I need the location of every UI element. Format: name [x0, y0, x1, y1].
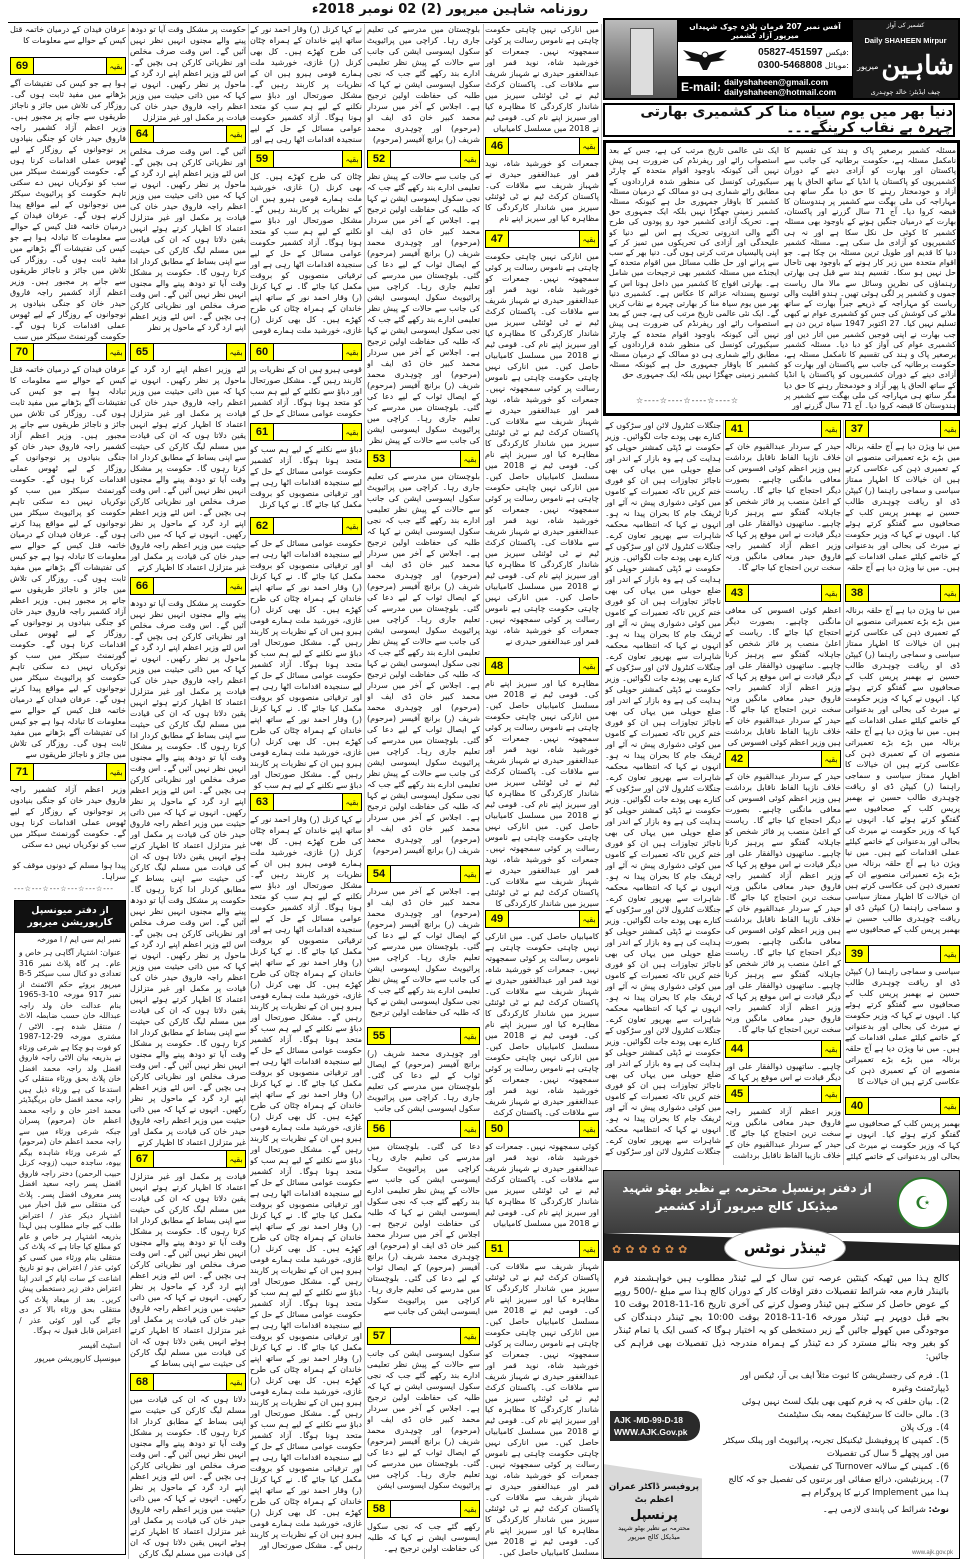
logo-urdu: شاہین	[881, 51, 954, 82]
continued-number: 39	[846, 946, 869, 962]
mobile-number: 0300-5468808	[757, 60, 823, 71]
continued-label: بقیہ	[821, 751, 840, 767]
star-divider-left: ---☆---☆---☆---☆---☆---	[14, 885, 114, 893]
continued-label: بقیہ	[106, 764, 125, 780]
news-column: حکومت پر مشکل وقت آیا تو دودھ پینے والے مجنوں انہیں نظر نہیں آئیں گے۔ اس وقت صرف مخلص اور نظریاتی کارکن ہی بچیں گے۔ اس لئے وزیر اعظم اپنے ارد گرد کے ماحول پر نظر رکھیں۔ انہوں نے کہا کہ میں ذاتی حیثیت میں وزیر اعظم راجہ فاروق حیدر خان کی قیادت پر مکمل اور غیر متزلزل اعتماد کا اظہار کرتے ہوئے انہیں یقین دلاتا ہوں کہ ان کی قیادت میں مسلم لیگ کارکن کی حیثیت سے اپنی بساط کے مطابق کردار ادا کرتا رہوں گا۔ حکومت پر مشکل وقت آیا تو دودھ پینے والے مجنوں انہیں نظر نہیں آئیں گے۔ اس وقت صرف مخلص اور نظریاتی کارکن ہی بچیں گے۔ اس لئے وزیر اعظم اپنے ارد گرد کے ماحول پر نظر رکھیں۔ انہوں نے کہا کہ میں ذاتی حیثیت میں وزیر اعظم راجہ فاروق حیدر خان کی قیادت پر مکمل اور غیر متزلزل اعتماد کا اظہار کرتے ہوئے انہیں یقین دلاتا ہوں کہ ان کی قیادت میں مسلم لیگ کارکن کی حیثیت سے اپنی بساط کے مطابق کردار ادا کرتا رہوں گا۔ حکومت پر مشکل وقت آیا تو دودھ پینے والے مجنوں انہیں نظر نہیں آئیں گے۔ اس وقت صرف مخلص اور نظریاتی کارکن ہی بچیں گے۔ اس لئے وزیر اعظم اپنے ارد گرد کے ماحول پر نظر رکھیں۔ انہوں نے کہا کہ میں ذاتی حیثیت میں وزیر اعظم راجہ فاروق حیدر خان کی قیادت پر مکمل اور غیر متزلزل اعتماد کا اظہار کرتے ہوئے انہیں یقین دلاتا ہوں کہ ان کی قیادت میں مسلم لیگ کارکن کی حیثیت سے اپنی بساط کے مطابق کردار ادا کرتا رہوں گا۔ حکومت پر مشکل وقت آیا تو دودھ پینے والے مجنوں انہیں نظر نہیں آئیں گے۔ اس وقت صرف مخلص اور نظریاتی کارکن ہی بچیں گے۔ اس لئے وزیر اعظم اپنے ارد گرد کے ماحول پر نظر رکھیں۔ انہوں نے کہا کہ میں ذاتی حیثیت میں وزیر اعظم راجہ فاروق حیدر خان کی قیادت پر مکمل اور غیر متزلزل اعتماد کا اظہار کرتے	[130, 599, 246, 1147]
continued-number: 40	[846, 1098, 869, 1114]
ajk-emblem-icon: ☪	[897, 1177, 949, 1229]
continued-label: بقیہ	[106, 344, 125, 360]
continued-box	[725, 750, 841, 768]
municipal-notice-body: عنوان: اشتہار آگاہی ہر خاص و عام۔ ہر گاہ پلاٹ نمبر 316 تعدادی دو کنال سب سیکٹر B-5 میرپور بروئے حکم الاٹمنٹ از نمبر 917 مورخہ 10-3-1965 بنام عدالت خان ولد راجہ عبداللہ خان حسب ضابطہ الاٹ / منتقل شدہ ہے۔ الاٹی / مشتری مورخہ 29-12-1987 کو فوت ہو چکا ہے شرعی ورثاء نے بذریعہ بیان الاٹی راجہ فاروق افضل ولد راجہ محمد افضل خان پلاٹ بحق ورثاء منتقلی کی استدعا کی ہے ورثاء ذیل ہیں راجہ محمد افضل خان بریگیڈیئر محمد اختر خان و راجہ محمد اعظم خان (مرحوم) پسران جبکہ شرعی ورثاء میں سے راجہ محمد اعظم خان (مرحوم) کے شرعی ورثاء شاہدہ بیگم بیوہ، ساجدہ حبیب (زوجہ کرنل حبیب الرحمن) دختر راجہ فاروق افضل پسر راجہ سعید افضل پسر معروف افضل پسر۔ پلاٹ کی منتقلی سے قبل اخبار میں اشتہار دیکر عذر / اعتراض طلب کیے جانے مطلوب ہیں لہذا بذریعہ اشتہار ہر خاص و عام کو مطلع کیا جاتا ہے کہ پلاٹ کی منتقلی بنام ورثاء میں کسی کو کوئی عذر / اعتراض ہو تو تاریخ اشاعت کے سات ایام کے اندر اپنا اعتراض دفتر زیر دستخطی پیش کریں۔ بعد از میعاد پلاٹ کی منتقلی بحق ورثاء بالا کر دی جائے گی اور کوئی عذر / اعتراض قابل قبول نہ ہوگا۔	[19, 948, 121, 1335]
continued-label: بقیہ	[579, 138, 598, 154]
continued-number: 46	[486, 138, 509, 154]
continued-label: بقیہ	[460, 1028, 479, 1044]
eagle-icon	[681, 46, 729, 72]
continued-label: بقیہ	[460, 866, 479, 882]
email-gmail: dailyshaheen@gmail.com	[724, 77, 829, 87]
continued-number: 43	[726, 585, 749, 601]
continued-box	[250, 793, 362, 811]
continued-box	[130, 577, 246, 595]
news-column: دباؤ سے نکلنے کے لیے ہم سب کو متحد ہونا ہوگا۔ آزاد کشمیر حکومت عوامی مسائل کے حل کے لیے سنجیدہ اقدامات اٹھا رہی ہے اور ترقیاتی منصوبوں کو بروقت مکمل کیا جائے گا۔ نے کہا کرنل	[250, 445, 362, 509]
continued-box	[725, 420, 841, 438]
continued-label: بقیہ	[940, 421, 959, 437]
continued-box	[845, 584, 960, 602]
signer-title: پرنسپل	[630, 1508, 678, 1523]
continued-number: 52	[368, 151, 391, 167]
signer-institution: محترمہ بے نظیر بھٹو شہید میڈیکل کالج میرپور	[618, 1524, 690, 1541]
continued-number: 55	[368, 1028, 391, 1044]
continued-number: 64	[131, 126, 154, 142]
news-column: نے کہا کرنل (ر) وقار احمد نور کے ساتھ اپنے خاندان کے ہمراہ چٹان کی طرح کھڑے ہیں۔ کل بھی کرنل (ر) غازی، خورشید ملت ہمارے قومی ہیرو ہیں ان کے نظریات پر کاربند رہیں گے۔ مشکل صورتحال اور دباؤ سے نکلنے کے لیے ہم سب کو متحد ہونا ہوگا۔ آزاد کشمیر حکومت عوامی مسائل کے حل کے لیے سنجیدہ اقدامات اٹھا رہی ہے اور	[250, 25, 362, 144]
tender-item: 1)۔ فرم کی رجسٹریشن کا ثبوت مثلاً ایف بی آر، ٹیکس اور ڈیپارٹمنٹ وغیرہ	[740, 1371, 949, 1394]
news-column: دلاتا ہوں کہ ان کی قیادت میں مسلم لیگ کارکن کی حیثیت سے اپنی بساط کے مطابق کردار ادا کرتا رہوں گا۔ حکومت پر مشکل وقت آیا تو دودھ پینے والے مجنوں انہیں نظر نہیں آئیں گے۔ اس وقت صرف مخلص اور نظریاتی کارکن ہی بچیں گے۔ اس لئے وزیر اعظم اپنے ارد گرد کے ماحول پر نظر رکھیں۔ انہوں نے کہا کہ میں ذاتی حیثیت میں وزیر اعظم راجہ فاروق حیدر خان کی قیادت پر مکمل اور غیر متزلزل اعتماد کا اظہار کرتے ہوئے انہیں یقین دلاتا ہوں کہ ان کی قیادت میں مسلم لیگ کارکن	[130, 1395, 246, 1558]
continued-label: بقیہ	[226, 1374, 245, 1390]
news-column: قومی ہیرو ہیں ان کے نظریات پر کاربند رہیں گے۔ مشکل صورتحال اور دباؤ سے نکلنے کے لیے ہم سب کو متحد ہونا ہوگا۔ آزاد کشمیر حکومت عوامی مسائل کے حل کے	[250, 365, 362, 418]
news-column: وزیر اعظم آزاد کشمیر راجہ فاروق حیدر خان کو جنگی بنیادوں پر نوجوانوں کے روزگار کے لیے ٹھوس عملی اقدامات کرنا ہوں گے۔ حکومت گورنمنٹ سیکٹر میں سب کو نوکریاں نہیں دے سکتی	[10, 785, 126, 849]
continued-number: 48	[486, 658, 509, 674]
news-column: جمعرات کو خورشید شاہ، نوید قمر اور عبدالغفور حیدری نے شہباز شریف سے ملاقات کی۔ پاکستان کرکٹ ٹیم نے ٹی ٹوئنٹی سیریز میں شاندار کارکردگی کا مظاہرہ کیا اور سیریز اپنے نام	[485, 159, 599, 223]
continued-number: 38	[846, 585, 869, 601]
news-column: نے کہا کرنل (ر) وقار احمد نور کے ساتھ اپنے خاندان کے ہمراہ چٹان کی طرح کھڑے ہیں۔ کل بھی کرنل (ر) غازی، خورشید ملت ہمارے قومی ہیرو ہیں ان کے نظریات پر کاربند رہیں گے۔ مشکل صورتحال اور دباؤ سے نکلنے کے لیے ہم سب کو متحد ہونا ہوگا۔ آزاد کشمیر حکومت عوامی مسائل کے حل کے لیے سنجیدہ اقدامات اٹھا رہی ہے اور ترقیاتی منصوبوں کو بروقت مکمل کیا جائے گا۔ نے کہا کرنل (ر) وقار احمد نور کے ساتھ اپنے خاندان کے ہمراہ چٹان کی طرح کھڑے ہیں۔ کل بھی کرنل (ر) غازی، خورشید ملت ہمارے قومی ہیرو ہیں ان کے نظریات پر کاربند رہیں گے۔ مشکل صورتحال اور دباؤ سے نکلنے کے لیے ہم سب کو متحد ہونا ہوگا۔ آزاد کشمیر حکومت عوامی مسائل کے حل کے لیے سنجیدہ اقدامات اٹھا رہی ہے اور ترقیاتی منصوبوں کو بروقت مکمل کیا جائے گا۔ نے کہا کرنل (ر) وقار احمد نور کے ساتھ اپنے خاندان کے ہمراہ چٹان کی طرح کھڑے ہیں۔ کل بھی کرنل (ر) غازی، خورشید ملت ہمارے قومی ہیرو ہیں ان کے نظریات پر کاربند رہیں گے۔ مشکل صورتحال اور دباؤ سے نکلنے کے لیے ہم سب کو متحد ہونا ہوگا۔ آزاد کشمیر حکومت عوامی مسائل کے حل کے لیے سنجیدہ اقدامات اٹھا رہی ہے اور ترقیاتی منصوبوں کو بروقت مکمل کیا جائے گا۔ نے کہا کرنل (ر) وقار احمد نور کے ساتھ اپنے خاندان کے ہمراہ چٹان کی طرح کھڑے ہیں۔ کل بھی کرنل (ر) غازی، خورشید ملت ہمارے قومی ہیرو ہیں ان کے نظریات پر کاربند رہیں گے۔ مشکل صورتحال اور دباؤ سے نکلنے کے لیے ہم سب کو متحد ہونا ہوگا۔ آزاد کشمیر حکومت عوامی مسائل کے حل کے لیے سنجیدہ اقدامات اٹھا رہی ہے اور ترقیاتی منصوبوں کو بروقت مکمل کیا جائے گا۔ نے کہا کرنل (ر) وقار احمد نور کے ساتھ اپنے خاندان کے ہمراہ چٹان کی طرح کھڑے ہیں۔ کل بھی کرنل (ر) غازی، خورشید ملت ہمارے قومی ہیرو ہیں ان کے نظریات پر کاربند رہیں گے۔ مشکل صورتحال اور دباؤ سے نکلنے کے لیے ہم سب کو متحد ہونا ہوگا۔ آزاد کشمیر حکومت عوامی مسائل کے حل کے لیے سنجیدہ اقدامات اٹھا رہی ہے اور ترقیاتی منصوبوں کو بروقت مکمل کیا جائے گا۔ نے کہا کرنل (ر) وقار احمد نور کے ساتھ اپنے خاندان کے ہمراہ چٹان کی طرح کھڑے ہیں۔ کل بھی کرنل (ر) غازی، خورشید ملت ہمارے قومی ہیرو ہیں ان کے نظریات پر کاربند رہیں گے۔ مشکل صورتحال اور	[250, 815, 362, 1550]
logo-city: میرپور	[857, 61, 879, 71]
news-column: ہوا ہے جو کیس کی تفتیشات آگے بڑھانے میں مفید ثابت ہوں گی۔ روزگار کی تلاش میں جائز و ناجائز طریقوں سے جانے پر مجبور ہیں۔ وزیر اعظم آزاد کشمیر راجہ فاروق حیدر خان کو جنگی بنیادوں پر نوجوانوں کے روزگار کے لیے ٹھوس عملی اقدامات کرنا ہوں گے۔ حکومت گورنمنٹ سیکٹر میں سب کو نوکریاں نہیں دے سکتی تاہم حکومت کو پرائیویٹ سیکٹر میں نوجوانوں کے لیے مواقع پیدا کرنے ہوں گے۔ عرفان فیدان کے درمیان خاتمہ قتل کیس کے حوالے سے معلومات کا تبادلہ ہوا ہے جو کیس کی تفتیشات آگے بڑھانے میں مفید ثابت ہوں گی۔ روزگار کی تلاش میں جائز و ناجائز طریقوں سے جانے پر مجبور ہیں۔ وزیر اعظم آزاد کشمیر راجہ فاروق حیدر خان کو جنگی بنیادوں پر نوجوانوں کے روزگار کے لیے ٹھوس عملی اقدامات کرنا ہوں گے۔ حکومت گورنمنٹ سیکٹر میں سب	[10, 79, 126, 341]
news-column: سیاسی و سماجی راہنما (ر) کیپٹن ڈی او ریاقت چوہدری طالب حسین نے بھمبر پریس کلب کے صحافیوں سے گفتگو کرتے ہوئے کیا۔ انہوں نے کہا کہ وزیر حکومت نے میرٹ کی بحالی اور بدعنوانی کے خاتمے کیلئے عملی اقدامات کیے ہیں۔ میں نیا ویژن دیا ہے آج حلقہ برنالہ میں بڑے بڑے تعمیراتی منصوبے ان کے تعمیری ذہن کی عکاسی کرتے ہیں ان خیالات کا	[845, 967, 960, 1086]
phone-block	[678, 42, 852, 76]
column-rule	[128, 24, 129, 1559]
continued-number: 50	[486, 1121, 509, 1137]
news-column: حکومت عوامی مسائل کے حل کے لیے سنجیدہ اقدامات اٹھا رہی ہے اور ترقیاتی منصوبوں کو بروقت مکمل کیا جائے گا۔ نے کہا کرنل (ر) وقار احمد نور کے ساتھ اپنے خاندان کے ہمراہ چٹان کی طرح کھڑے ہیں۔ کل بھی کرنل (ر) غازی، خورشید ملت ہمارے قومی ہیرو ہیں ان کے نظریات پر کاربند رہیں گے۔ مشکل صورتحال اور دباؤ سے نکلنے کے لیے ہم سب کو متحد ہونا ہوگا۔ آزاد کشمیر حکومت عوامی مسائل کے حل کے لیے سنجیدہ اقدامات اٹھا رہی ہے اور ترقیاتی منصوبوں کو بروقت مکمل کیا جائے گا۔ نے کہا کرنل (ر) وقار احمد نور کے ساتھ اپنے خاندان کے ہمراہ چٹان کی طرح کھڑے ہیں۔ کل بھی کرنل (ر) غازی، خورشید ملت ہمارے قومی ہیرو ہیں ان کے نظریات پر کاربند رہیں گے۔ مشکل صورتحال اور دباؤ سے نکلنے کے لیے ہم سب کو	[250, 539, 362, 790]
tender-note	[714, 1504, 949, 1516]
news-column: چاہیے۔ ساتھیوں ذوالفقار علی اور دیگر قیادت نے اس موقع پر کہا کہ	[725, 1062, 841, 1082]
news-column: کامیابیاں حاصل کیں۔ میں انارکی نہیں چاہتی حکومت چاہتی ہے ناموس رسالت پر کوئی سمجھوتہ نہیں۔ جمعرات کو خورشید شاہ، نوید قمر اور عبدالغفور حیدری نے شہباز شریف سے ملاقات کی۔ پاکستان کرکٹ ٹیم نے ٹی ٹوئنٹی سیریز میں شاندار کارکردگی کا مظاہرہ کیا اور سیریز اپنے نام کی۔ قومی ٹیم نے 2018 میں مسلسل کامیابیاں حاصل کیں۔ میں انارکی نہیں چاہتی حکومت چاہتی ہے ناموس رسالت پر کوئی سمجھوتہ نہیں۔ جمعرات کو خورشید شاہ، نوید قمر اور عبدالغفور حیدری نے شہباز شریف سے ملاقات کی۔ پاکستان کرکٹ	[485, 932, 599, 1117]
continued-number: 41	[726, 421, 749, 437]
continued-label: بقیہ	[342, 424, 361, 440]
editor-credit: چیف ایڈیٹر: خالد چوہدری	[870, 87, 941, 96]
continued-number: 37	[846, 421, 869, 437]
lead-story	[603, 140, 960, 416]
continued-number: 44	[726, 1041, 749, 1057]
continued-label: بقیہ	[940, 585, 959, 601]
tender-item: 6)۔ کمپنی کے سالانہ Turnover کی تفصیلات	[789, 1462, 949, 1472]
mobile-label: موبائل:	[824, 61, 849, 70]
continued-number: 58	[368, 1501, 391, 1517]
tender-code	[610, 1411, 700, 1441]
main-headline: دنیا بھر میں یوم سیاہ منا کر کشمیری بھارتی چہرہ بے نقاب کرینگے۔۔۔	[603, 103, 955, 137]
continued-label: بقیہ	[579, 231, 598, 247]
continued-number: 67	[131, 1151, 154, 1167]
continued-label: بقیہ	[579, 1241, 598, 1257]
news-column: قیادت پر مکمل اور غیر متزلزل اعتماد کا اظہار کرتے ہوئے انہیں یقین دلاتا ہوں کہ ان کی قیادت میں مسلم لیگ کارکن کی حیثیت سے اپنی بساط کے مطابق کردار ادا کرتا رہوں گا۔ حکومت پر مشکل وقت آیا تو دودھ پینے والے مجنوں انہیں نظر نہیں آئیں گے۔ اس وقت صرف مخلص اور نظریاتی کارکن ہی بچیں گے۔ اس لئے وزیر اعظم اپنے ارد گرد کے ماحول پر نظر رکھیں۔ انہوں نے کہا کہ میں ذاتی حیثیت میں وزیر اعظم راجہ فاروق حیدر خان کی قیادت پر مکمل اور غیر متزلزل اعتماد کا اظہار کرتے ہوئے انہیں یقین دلاتا ہوں کہ ان کی قیادت میں مسلم لیگ کارکن کی حیثیت سے اپنی بساط کے	[130, 1172, 246, 1368]
continued-label: بقیہ	[460, 151, 479, 167]
continued-box	[10, 57, 126, 75]
signer-name: پروفیسر ڈاکٹر عمران اعظم بٹ	[608, 1482, 699, 1505]
column-rule	[483, 24, 484, 1559]
news-column: عرفان فیدان کے درمیان خاتمہ قتل کیس کے حوالے سے معلومات کا تبادلہ ہوا ہے جو کیس کی تفتیشات آگے بڑھانے میں مفید ثابت ہوں گی۔ روزگار کی تلاش میں جائز و ناجائز طریقوں سے جانے پر مجبور ہیں۔ وزیر اعظم آزاد کشمیر راجہ فاروق حیدر خان کو جنگی بنیادوں پر نوجوانوں کے روزگار کے لیے ٹھوس عملی اقدامات کرنا ہوں گے۔ حکومت گورنمنٹ سیکٹر میں سب کو نوکریاں نہیں دے سکتی تاہم حکومت کو پرائیویٹ سیکٹر میں نوجوانوں کے لیے مواقع پیدا کرنے ہوں گے۔ عرفان فیدان کے درمیان خاتمہ قتل کیس کے حوالے سے معلومات کا تبادلہ ہوا ہے جو کیس کی تفتیشات آگے بڑھانے میں مفید ثابت ہوں گی۔ روزگار کی تلاش میں جائز و ناجائز طریقوں سے جانے پر مجبور ہیں۔ وزیر اعظم آزاد کشمیر راجہ فاروق حیدر خان کو جنگی بنیادوں پر نوجوانوں کے روزگار کے لیے ٹھوس عملی اقدامات کرنا ہوں گے۔ حکومت گورنمنٹ سیکٹر میں سب کو نوکریاں نہیں دے سکتی تاہم حکومت کو پرائیویٹ سیکٹر میں نوجوانوں کے لیے مواقع پیدا کرنے ہوں گے۔ عرفان فیدان کے درمیان خاتمہ قتل کیس کے حوالے سے معلومات کا تبادلہ ہوا ہے جو کیس کی تفتیشات آگے بڑھانے میں مفید ثابت ہوں گی۔ روزگار کی تلاش میں جائز و ناجائز طریقوں سے	[10, 365, 126, 759]
logo-english: Daily SHAHEEN Mirpur	[864, 35, 947, 45]
lead-story-col-left: ایک نئی عالمی تاریخ مرتب کی ہے، جس کے بعد استصواب رائے اور ریفرنڈم کی ضرورت ہی پیش نہیں آئی کیونکہ باوجود اقوام متحدہ کے چارٹر سیکیورٹی کونسل کی منظور شدہ قراردادوں کے مطابق رائے شماری ہی دو ممالک کے درمیان مسئلہ کشمیر کا باوقار جمہوری حل ہے کیونکہ مسئلہ کشمیر زمینی جھگڑا نہیں بلکہ ایک جمہوری حق ہے۔ تحریک آزادی کشمیر خود رو پودوں کی طرح اگنے والی اندرونی تحریک ہے اس لیے دنیا کو علیحدگی اور آزادی کی تحریکوں میں تمیز کر کے اپنی پالیسیاں مرتب کرنی ہوں گی۔ دنیا بھر کے سب سے پرانے اور حل طلب مسائل میں اقوام متحدہ کے ایجنڈے میں مسئلہ کشمیر بھی ترجیحات میں شامل ہے۔ بھارتی افواج کا کشمیر میں داخل ہونا اس کے توسیع پسندانہ عزائم کا عکاس ہے۔ کشمیری دنیا بھر میں یوم سیاہ منا کر بھارتی چہرہ بے نقاب کریں گے۔ ایک نئی عالمی تاریخ مرتب کی ہے، جس کے بعد استصواب رائے اور ریفرنڈم کی ضرورت ہی پیش نہیں آئی کیونکہ باوجود اقوام متحدہ کے چارٹر سیکیورٹی کونسل کی منظور شدہ قراردادوں کے مطابق رائے شماری ہی دو ممالک کے درمیان مسئلہ کشمیر کا باوقار جمہوری حل ہے کیونکہ مسئلہ کشمیر زمینی جھگڑا نہیں بلکہ ایک جمہوری حق	[609, 146, 779, 380]
tender-notice-ad	[603, 1170, 960, 1559]
continued-box	[10, 763, 126, 781]
continued-number: 65	[131, 344, 154, 360]
column-rule	[723, 420, 724, 1165]
continued-label: بقیہ	[940, 1098, 959, 1114]
continued-label: بقیہ	[821, 1086, 840, 1102]
news-column: عرفان فیدان کے درمیان خاتمہ قتل کیس کے حوالے سے معلومات کا	[10, 25, 126, 45]
news-column: کی جانب سے حالات کے پیش نظر تعلیمی ادارے بند رکھے گئے جب کہ نجی سکول ایسوسی ایشن نے کہا کہ طلبہ کی حفاظت اولین ترجیح ہے۔ اجلاس کے آخر میں سردار محمد کبیر خان ڈی ایف او (مرحوم) اور چوہدری محمد شریف (ر) برانچ آفیسر (مرحوم) کے ایصال ثواب کے لیے دعا کی گئی۔ بلوچستان میں مدرسے کی تعلیم جاری رہا۔ کراچی میں پرائیویٹ سکول ایسوسی ایشن کی جانب سے حالات کے پیش نظر تعلیمی ادارے بند رکھے گئے جب کہ نجی سکول ایسوسی ایشن نے کہا کہ طلبہ کی حفاظت اولین ترجیح ہے۔ اجلاس کے آخر میں سردار محمد کبیر خان ڈی ایف او (مرحوم) اور چوہدری محمد شریف (ر) برانچ آفیسر (مرحوم) کے ایصال ثواب کے لیے دعا کی گئی۔ بلوچستان میں مدرسے کی تعلیم جاری رہا۔ کراچی میں پرائیویٹ سکول ایسوسی ایشن کی جانب سے حالات کے پیش نظر	[367, 172, 480, 445]
news-column: مظاہرہ کیا اور سیریز اپنے نام کی۔ قومی ٹیم نے 2018 میں مسلسل کامیابیاں حاصل کیں۔ میں انارکی نہیں چاہتی حکومت چاہتی ہے ناموس رسالت پر کوئی سمجھوتہ نہیں۔ جمعرات کو خورشید شاہ، نوید قمر اور عبدالغفور حیدری نے شہباز شریف سے ملاقات کی۔ پاکستان کرکٹ ٹیم نے ٹی ٹوئنٹی سیریز میں شاندار کارکردگی کا مظاہرہ کیا اور سیریز اپنے نام کی۔ قومی ٹیم نے 2018 میں مسلسل کامیابیاں حاصل کیں۔ میں انارکی نہیں چاہتی حکومت چاہتی ہے ناموس رسالت پر کوئی سمجھوتہ نہیں۔ جمعرات کو خورشید شاہ، نوید قمر اور عبدالغفور حیدری نے شہباز شریف سے ملاقات کی۔ پاکستان کرکٹ ٹیم نے ٹی ٹوئنٹی سیریز میں شاندار کارکردگی کا	[485, 679, 599, 908]
continued-number: 45	[726, 1086, 749, 1102]
continued-number: 42	[726, 751, 749, 767]
column-rule	[364, 24, 365, 1559]
continued-box	[725, 1040, 841, 1058]
continued-label: بقیہ	[821, 421, 840, 437]
note-text: شرائط کی پابندی لازمی ہے۔	[822, 1505, 926, 1515]
continued-box	[485, 657, 599, 675]
continued-box	[130, 1150, 246, 1168]
continued-box	[485, 910, 599, 928]
tender-site: www.ajk.gov.pk	[912, 1550, 953, 1556]
email-label: E-mail:	[681, 80, 722, 94]
continued-label: بقیہ	[342, 151, 361, 167]
continued-label: بقیہ	[106, 58, 125, 74]
office-address: آفس نمبر 207 فرمان پلازہ چوک شہیداں میرپور آزاد کشمیر	[678, 20, 852, 42]
tender-requirements	[714, 1370, 949, 1500]
news-column: میں انارکی نہیں چاہتی حکومت چاہتی ہے ناموس رسالت پر کوئی سمجھوتہ نہیں۔ جمعرات کو خورشید شاہ، نوید قمر اور عبدالغفور حیدری نے شہباز شریف سے ملاقات کی۔ پاکستان کرکٹ ٹیم نے ٹی ٹوئنٹی سیریز میں شاندار کارکردگی کا مظاہرہ کیا اور سیریز اپنے نام کی۔ قومی ٹیم نے 2018 میں مسلسل کامیابیاں حاصل کیں۔ میں انارکی نہیں چاہتی حکومت چاہتی ہے ناموس رسالت پر کوئی سمجھوتہ نہیں۔ جمعرات کو خورشید شاہ، نوید قمر اور عبدالغفور حیدری نے شہباز شریف سے ملاقات کی۔ پاکستان کرکٹ ٹیم نے ٹی ٹوئنٹی سیریز میں شاندار کارکردگی کا مظاہرہ کیا اور سیریز اپنے نام کی۔ قومی ٹیم نے 2018 میں مسلسل کامیابیاں حاصل کیں۔ میں انارکی نہیں چاہتی حکومت چاہتی ہے ناموس رسالت پر کوئی سمجھوتہ نہیں۔ جمعرات کو خورشید شاہ، نوید قمر اور عبدالغفور حیدری نے شہباز شریف سے ملاقات کی۔ پاکستان کرکٹ ٹیم نے ٹی ٹوئنٹی سیریز میں شاندار کارکردگی کا مظاہرہ کیا اور سیریز اپنے نام کی۔ قومی ٹیم نے 2018 میں مسلسل کامیابیاں حاصل کیں۔ میں انارکی نہیں چاہتی حکومت چاہتی ہے ناموس رسالت پر کوئی سمجھوتہ نہیں۔ جمعرات کو خورشید شاہ، نوید قمر اور عبدالغفور حیدری نے	[485, 252, 599, 646]
top-rule	[8, 22, 598, 23]
continued-box	[250, 343, 362, 361]
ad-website: WWW.AJK.Gov.pk	[614, 1427, 688, 1437]
news-column: ہے۔ اجلاس کے آخر میں سردار محمد کبیر خان ڈی ایف او (مرحوم) اور چوہدری محمد شریف (ر) برانچ آفیسر (مرحوم) کے ایصال ثواب کے لیے دعا کی گئی۔ بلوچستان میں مدرسے کی تعلیم جاری رہا۔ کراچی میں پرائیویٹ سکول ایسوسی ایشن کی جانب سے حالات کے پیش نظر تعلیمی ادارے بند رکھے گئے جب کہ نجی سکول ایسوسی ایشن نے کہا کہ طلبہ کی حفاظت اولین ترجیح	[367, 887, 480, 1017]
news-column: میں نیا ویژن دیا ہے آج حلقہ برنالہ میں بڑے بڑے تعمیراتی منصوبے ان کے تعمیری ذہن کی عکاسی کرتے ہیں ان خیالات کا اظہار ممتاز سیاسی و سماجی راہنما (ر) کیپٹن ڈی او ریاقت چوہدری طالب حسین نے بھمبر پریس کلب کے صحافیوں سے گفتگو کرتے ہوئے کیا۔ انہوں نے کہا کہ وزیر حکومت نے میرٹ کی بحالی اور بدعنوانی کے خاتمے کیلئے عملی اقدامات کیے ہیں۔ میں نیا ویژن دیا ہے آج حلقہ برنالہ میں بڑے بڑے تعمیراتی منصوبے ان کے تعمیری ذہن کی عکاسی کرتے ہیں ان خیالات کا اظہار ممتاز سیاسی و سماجی راہنما (ر) کیپٹن ڈی او ریاقت چوہدری طالب حسین نے بھمبر پریس کلب کے صحافیوں سے گفتگو کرتے ہوئے کیا۔ انہوں نے کہا کہ وزیر حکومت نے میرٹ کی بحالی اور بدعنوانی کے خاتمے کیلئے عملی اقدامات کیے ہیں۔ میں نیا ویژن دیا ہے آج حلقہ برنالہ میں بڑے بڑے تعمیراتی منصوبے ان کے تعمیری ذہن کی عکاسی کرتے ہیں ان خیالات کا اظہار ممتاز سیاسی و سماجی راہنما (ر) کیپٹن ڈی او ریاقت چوہدری طالب حسین نے بھمبر پریس کلب کے صحافیوں سے	[845, 606, 960, 934]
continued-number: 68	[131, 1374, 154, 1390]
continued-box	[367, 1327, 480, 1345]
continued-box	[845, 420, 960, 438]
continued-label: بقیہ	[579, 658, 598, 674]
continued-box	[845, 1097, 960, 1115]
municipal-notice-office: میونسپل کارپوریشن میرپور	[34, 1353, 121, 1363]
phone-numbers	[729, 46, 849, 72]
news-column: کوئی سمجھوتہ نہیں۔ جمعرات کو خورشید شاہ، نوید قمر اور عبدالغفور حیدری نے شہباز شریف سے ملاقات کی۔ پاکستان کرکٹ ٹیم نے ٹی ٹوئنٹی سیریز میں شاندار کارکردگی کا مظاہرہ کیا اور سیریز اپنے نام کی۔ قومی ٹیم نے 2018 میں مسلسل کامیابیاں	[485, 1142, 599, 1228]
continued-label: بقیہ	[342, 344, 361, 360]
tender-item: 2)۔ بیان حلفی کہ یہ فرم کبھی بھی بلیک لسٹ نہیں ہوئی	[741, 1397, 949, 1407]
continued-box	[130, 125, 246, 143]
continued-number: 51	[486, 1241, 509, 1257]
continued-number: 70	[11, 344, 34, 360]
continued-label: بقیہ	[940, 946, 959, 962]
clock-tower-photo	[605, 20, 677, 98]
fax-label: فیکس:	[825, 48, 849, 57]
continued-number: 63	[251, 794, 274, 810]
ad-code: AJK -MD-99-D-18	[614, 1415, 683, 1425]
municipal-notice-ref: نمبر ایم سی ایم / ا مورخہ	[36, 935, 121, 944]
news-column: بلوچستان میں مدرسے کی تعلیم جاری رہا۔ کراچی میں پرائیویٹ سکول ایسوسی ایشن کی جانب سے حالات کے پیش نظر تعلیمی ادارے بند رکھے گئے جب کہ نجی سکول ایسوسی ایشن نے کہا کہ طلبہ کی حفاظت اولین ترجیح ہے۔ اجلاس کے آخر میں سردار محمد کبیر خان ڈی ایف او (مرحوم) اور چوہدری محمد شریف (ر) برانچ آفیسر (مرحوم) کے ایصال ثواب کے لیے دعا کی گئی۔ بلوچستان میں مدرسے کی تعلیم جاری رہا۔ کراچی میں پرائیویٹ سکول ایسوسی ایشن کی جانب سے حالات کے پیش نظر تعلیمی ادارے بند رکھے گئے جب کہ نجی سکول ایسوسی ایشن نے کہا کہ طلبہ کی حفاظت اولین ترجیح ہے۔ اجلاس کے آخر میں سردار محمد کبیر خان ڈی ایف او (مرحوم) اور چوہدری محمد شریف (ر) برانچ آفیسر (مرحوم) کے ایصال ثواب کے لیے دعا کی گئی۔ بلوچستان میں مدرسے کی تعلیم جاری رہا۔ کراچی میں پرائیویٹ سکول ایسوسی ایشن کی جانب سے حالات کے پیش نظر تعلیمی ادارے بند رکھے گئے جب کہ نجی سکول ایسوسی ایشن نے کہا کہ طلبہ کی حفاظت اولین ترجیح ہے۔ اجلاس کے آخر میں سردار محمد کبیر خان ڈی ایف او (مرحوم) اور چوہدری محمد شریف (ر) برانچ آفیسر (مرحوم)	[367, 472, 480, 855]
news-column: رکھے گئے جب کہ نجی سکول ایسوسی ایشن نے کہا کہ طلبہ کی حفاظت اولین ترجیح ہے۔	[367, 1522, 480, 1553]
continued-number: 71	[11, 764, 34, 780]
news-column: بلوچستان میں مدرسے کی تعلیم جاری رہا۔ کراچی میں پرائیویٹ سکول ایسوسی ایشن کی جانب سے حالات کے پیش نظر تعلیمی ادارے بند رکھے گئے جب کہ نجی سکول ایسوسی ایشن نے کہا کہ طلبہ کی حفاظت اولین ترجیح ہے۔ اجلاس کے آخر میں سردار محمد کبیر خان ڈی ایف او (مرحوم) اور چوہدری محمد شریف (ر) برانچ آفیسر (مرحوم)	[367, 25, 480, 144]
newspaper-logo	[853, 20, 958, 98]
column-rule	[248, 24, 249, 1559]
continued-label: بقیہ	[226, 578, 245, 594]
continued-number: 60	[251, 344, 274, 360]
continued-number: 57	[368, 1328, 391, 1344]
news-column: آئیں گے۔ اس وقت صرف مخلص اور نظریاتی کارکن ہی بچیں گے۔ اس لئے وزیر اعظم اپنے ارد گرد کے ماحول پر نظر رکھیں۔ انہوں نے کہا کہ میں ذاتی حیثیت میں وزیر اعظم راجہ فاروق حیدر خان کی قیادت پر مکمل اور غیر متزلزل اعتماد کا اظہار کرتے ہوئے انہیں یقین دلاتا ہوں کہ ان کی قیادت میں مسلم لیگ کارکن کی حیثیت سے اپنی بساط کے مطابق کردار ادا کرتا رہوں گا۔ حکومت پر مشکل وقت آیا تو دودھ پینے والے مجنوں انہیں نظر نہیں آئیں گے۔ اس وقت صرف مخلص اور نظریاتی کارکن ہی بچیں گے۔ اس لئے وزیر اعظم اپنے ارد گرد کے ماحول پر نظر	[130, 147, 246, 332]
continued-number: 49	[486, 911, 509, 927]
municipal-notice-title: از دفتر میونسپل کارپوریشن میرپور	[15, 901, 125, 933]
continued-label: بقیہ	[579, 911, 598, 927]
note-label: نوٹ:	[928, 1505, 949, 1515]
continued-number: 62	[251, 518, 274, 534]
tender-item: 4)۔ ورک پلان	[900, 1423, 949, 1433]
tender-signer	[608, 1481, 700, 1542]
continued-box	[845, 945, 960, 963]
continued-box	[485, 230, 599, 248]
continued-label: بقیہ	[226, 344, 245, 360]
masthead	[603, 18, 960, 100]
email-block	[678, 76, 852, 98]
continued-box	[367, 1500, 480, 1518]
continued-box	[485, 137, 599, 155]
news-column: میں نیا ویژن دیا ہے آج حلقہ برنالہ میں بڑے بڑے تعمیراتی منصوبے ان کے تعمیری ذہن کی عکاسی کرتے ہیں ان خیالات کا اظہار ممتاز سیاسی و سماجی راہنما (ر) کیپٹن ڈی او ریاقت چوہدری طالب حسین نے بھمبر پریس کلب کے صحافیوں سے گفتگو کرتے ہوئے کیا۔ انہوں نے کہا کہ وزیر حکومت نے میرٹ کی بحالی اور بدعنوانی کے خاتمے کیلئے عملی اقدامات کیے ہیں۔ میں نیا ویژن دیا ہے آج حلقہ	[845, 442, 960, 572]
continued-number: 47	[486, 231, 509, 247]
news-column: سکول ایسوسی ایشن کی جانب سے حالات کے پیش نظر تعلیمی ادارے بند رکھے گئے جب کہ نجی سکول ایسوسی ایشن نے کہا کہ طلبہ کی حفاظت اولین ترجیح ہے۔ اجلاس کے آخر میں سردار محمد کبیر خان ڈی ایف او (مرحوم) اور چوہدری محمد شریف (ر) برانچ آفیسر (مرحوم) کے ایصال ثواب کے لیے دعا کی گئی۔ بلوچستان میں مدرسے کی تعلیم جاری رہا۔ کراچی میں پرائیویٹ سکول ایسوسی ایشن	[367, 1349, 480, 1490]
continued-number: 69	[11, 58, 34, 74]
news-column: دعا کی گئی۔ بلوچستان میں مدرسے کی تعلیم جاری رہا۔ کراچی میں پرائیویٹ سکول ایسوسی ایشن کی جانب سے حالات کے پیش نظر تعلیمی ادارے بند رکھے گئے جب کہ نجی سکول ایسوسی ایشن نے کہا کہ طلبہ کی حفاظت اولین ترجیح ہے۔ اجلاس کے آخر میں سردار محمد کبیر خان ڈی ایف او (مرحوم) اور چوہدری محمد شریف (ر) برانچ آفیسر (مرحوم) کے ایصال ثواب کے لیے دعا کی گئی۔ بلوچستان میں مدرسے کی تعلیم جاری رہا۔ کراچی میں پرائیویٹ سکول ایسوسی ایشن کی جانب سے	[367, 1142, 480, 1316]
news-column: حکومت پر مشکل وقت آیا تو دودھ پینے والے مجنوں انہیں نظر نہیں آئیں گے۔ اس وقت صرف مخلص اور نظریاتی کارکن ہی بچیں گے۔ اس لئے وزیر اعظم اپنے ارد گرد کے ماحول پر نظر رکھیں۔ انہوں نے کہا کہ میں ذاتی حیثیت میں وزیر اعظم راجہ فاروق حیدر خان کی قیادت پر مکمل اور غیر متزلزل	[130, 25, 246, 122]
logo-tagline: کشمیر کی آواز	[886, 22, 925, 29]
page-date-title: روزنامہ شاہین میرپور (2) 02 نومبر 2018ء	[311, 2, 589, 17]
news-column: اور چوہدری محمد شریف (ر) برانچ آفیسر (مرحوم) کے ایصال ثواب کے لیے دعا کی گئی۔ بلوچستان میں مدرسے کی تعلیم جاری رہا۔ کراچی میں پرائیویٹ سکول ایسوسی ایشن کی جانب	[367, 1049, 480, 1113]
news-column: وزیر اعظم آزاد کشمیر راجہ فاروق حیدر معافی مانگیں ورنہ سخت ترین احتجاج کیا جائے گا۔ حیدر کے سردار عبدالقیوم خان کے خلاف نازیبا الفاظ ناقابل برداشت	[725, 1107, 841, 1160]
continued-number: 54	[368, 866, 391, 882]
continued-box	[250, 517, 362, 535]
continued-number: 61	[251, 424, 274, 440]
news-column: چٹان کی طرح کھڑے ہیں۔ کل بھی کرنل (ر) غازی، خورشید ملت ہمارے قومی ہیرو ہیں ان کے نظریات پر کاربند رہیں گے۔ مشکل صورتحال اور دباؤ سے نکلنے کے لیے ہم سب کو متحد ہونا ہوگا۔ آزاد کشمیر حکومت عوامی مسائل کے حل کے لیے سنجیدہ اقدامات اٹھا رہی ہے اور ترقیاتی منصوبوں کو بروقت مکمل کیا جائے گا۔ نے کہا کرنل (ر) وقار احمد نور کے ساتھ اپنے خاندان کے ہمراہ چٹان کی طرح کھڑے ہیں۔ کل بھی کرنل (ر) غازی، خورشید ملت ہمارے قومی	[250, 172, 362, 335]
news-column: شہباز شریف سے ملاقات کی۔ پاکستان کرکٹ ٹیم نے ٹی ٹوئنٹی سیریز میں شاندار کارکردگی کا مظاہرہ کیا اور سیریز اپنے نام کی۔ قومی ٹیم نے 2018 میں مسلسل کامیابیاں حاصل کیں۔ میں انارکی نہیں چاہتی حکومت چاہتی ہے ناموس رسالت پر کوئی سمجھوتہ نہیں۔ جمعرات کو خورشید شاہ، نوید قمر اور عبدالغفور حیدری نے شہباز شریف سے ملاقات کی۔ پاکستان کرکٹ ٹیم نے ٹی ٹوئنٹی سیریز میں شاندار کارکردگی کا مظاہرہ کیا اور سیریز اپنے نام کی۔ قومی ٹیم نے 2018 میں مسلسل کامیابیاں حاصل کیں۔ میں انارکی نہیں چاہتی حکومت چاہتی ہے ناموس رسالت پر کوئی سمجھوتہ نہیں۔ جمعرات کو خورشید شاہ، نوید قمر اور عبدالغفور حیدری نے شہباز شریف سے ملاقات کی۔ پاکستان کرکٹ ٹیم نے ٹی ٹوئنٹی سیریز میں شاندار کارکردگی کا مظاہرہ کیا اور سیریز اپنے نام کی۔ قومی ٹیم نے 2018 میں مسلسل کامیابیاں حاصل کیں۔	[485, 1262, 599, 1557]
continued-label: بقیہ	[579, 1121, 598, 1137]
continued-label: بقیہ	[460, 1501, 479, 1517]
tower-shape	[630, 28, 654, 96]
continued-number: 66	[131, 578, 154, 594]
continued-label: بقیہ	[460, 1121, 479, 1137]
continued-box	[367, 865, 480, 883]
tender-item: 7)۔ پریزنٹیشن، ذرائع صفائی اور برتنوں کی تفصیل جو کہ کالج ہذا میں Implement کرنے کا پروگرام ہے	[728, 1475, 949, 1498]
news-column: حیدر کے سردار عبدالقیوم خان کے خلاف نازیبا الفاظ ناقابل برداشت ہیں وزیر اعظم کوئی افسوس کی معافی مانگنی چاہیے۔ بصورت دیگر احتجاج کیا جائے گا۔ ریاست کے اعلیٰ منصب پر فائز شخص کو جاہلانہ گفتگو سے پرہیز کرنا چاہیے۔ ساتھیوں ذوالفقار علی اور دیگر قیادت نے اس موقع پر کہا کہ وزیر اعظم آزاد کشمیر راجہ فاروق حیدر معافی مانگیں ورنہ سخت ترین احتجاج کیا جائے گا۔	[725, 442, 841, 572]
column-rule	[843, 420, 844, 1165]
continued-box	[367, 450, 480, 468]
tender-title: ٹینڈر نوٹس	[724, 1227, 846, 1269]
tender-item: 5)۔ کمپنی کا پروفیشنل ٹیکنیکل تجربہ، پرائیویٹ اور پبلک سیکٹر میں اور پچھلے 5 سال کی تفصیلات	[723, 1436, 949, 1459]
news-column: بھمبر پریس کلب کے صحافیوں سے گفتگو کرتے ہوئے کیا۔ انہوں نے کہا کہ وزیر حکومت نے میرٹ کی بحالی اور بدعنوانی کے خاتمے کیلئے	[845, 1119, 960, 1161]
column-tail-note: پیدا ہوا مسلم کے دونوں موقف کو سراہا۔	[12, 861, 126, 881]
maple-leaves-decoration: ✿✿✿✿✿✿	[612, 1243, 692, 1256]
tender-body: کالج ہذا میں ٹھیکہ کینٹین عرصہ تین سال کے لیے ٹینڈر مطلوب ہیں خواہشمند فرم بائینڈر فارم معہ شرائط تفصیلات دفتر اوقات کار کے دوران کالج ہذا سے مبلغ -/500 روپے کے عوض حاصل کر سکتے ہیں ٹینڈر وصول کرنے کی آخری تاریخ 16-11-2018 بوقت 10 بجے قبل دوپہر ہے ٹینڈر مورخہ 16-11-2018 بوقت 10:00 بجے ٹینڈر دہندگان کی موجودگی میں کھولے جائیں گے زیر دستخطی کو یہ اختیار ہوگا کہ کسی ایک یا تمام ٹینڈر کو بغیر وجہ بتائے مسترد کر دے ٹینڈر کے ہمراہ مندرجہ ذیل تفصیلات بھی فراہم کی جائیں:	[614, 1274, 950, 1362]
email-hotmail: dailyshaheen@hotmail.com	[724, 87, 837, 97]
continued-number: 53	[368, 451, 391, 467]
continued-label: بقیہ	[226, 126, 245, 142]
continued-box	[367, 1027, 480, 1045]
news-column: جنگلات کنٹرول لائن اور سڑکوں کے کنارے بھی پودے جات لگوائیں۔ وزیر حکومت نے ڈپٹی کمشنر حویلی کو ہدایت کی ہے وہ بازار کے اندر اور ضلع حویلی میں یہاں کی بھی ناجائز تجاوزات ہیں ان کو فوری ختم کریں تاکہ تعمیرات کے کاموں میں کوئی دشواری پیش نہ آئے اور ٹریفک جام کا بحران پیدا نہ ہو۔ انہوں نے کہا کہ انتظامیہ محکمہ شاہرات سے بھرپور تعاون کرے۔ جنگلات کنٹرول لائن اور سڑکوں کے کنارے بھی پودے جات لگوائیں۔ وزیر حکومت نے ڈپٹی کمشنر حویلی کو ہدایت کی ہے وہ بازار کے اندر اور ضلع حویلی میں یہاں کی بھی ناجائز تجاوزات ہیں ان کو فوری ختم کریں تاکہ تعمیرات کے کاموں میں کوئی دشواری پیش نہ آئے اور ٹریفک جام کا بحران پیدا نہ ہو۔ انہوں نے کہا کہ انتظامیہ محکمہ شاہرات سے بھرپور تعاون کرے۔ جنگلات کنٹرول لائن اور سڑکوں کے کنارے بھی پودے جات لگوائیں۔ وزیر حکومت نے ڈپٹی کمشنر حویلی کو ہدایت کی ہے وہ بازار کے اندر اور ضلع حویلی میں یہاں کی بھی ناجائز تجاوزات ہیں ان کو فوری ختم کریں تاکہ تعمیرات کے کاموں میں کوئی دشواری پیش نہ آئے اور ٹریفک جام کا بحران پیدا نہ ہو۔ انہوں نے کہا کہ انتظامیہ محکمہ شاہرات سے بھرپور تعاون کرے۔ جنگلات کنٹرول لائن اور سڑکوں کے کنارے بھی پودے جات لگوائیں۔ وزیر حکومت نے ڈپٹی کمشنر حویلی کو ہدایت کی ہے وہ بازار کے اندر اور ضلع حویلی میں یہاں کی بھی ناجائز تجاوزات ہیں ان کو فوری ختم کریں تاکہ تعمیرات کے کاموں میں کوئی دشواری پیش نہ آئے اور ٹریفک جام کا بحران پیدا نہ ہو۔ انہوں نے کہا کہ انتظامیہ محکمہ شاہرات سے بھرپور تعاون کرے۔ جنگلات کنٹرول لائن اور سڑکوں کے کنارے بھی پودے جات لگوائیں۔ وزیر حکومت نے ڈپٹی کمشنر حویلی کو ہدایت کی ہے وہ بازار کے اندر اور ضلع حویلی میں یہاں کی بھی ناجائز تجاوزات ہیں ان کو فوری ختم کریں تاکہ تعمیرات کے کاموں میں کوئی دشواری پیش نہ آئے اور ٹریفک جام کا بحران پیدا نہ ہو۔ انہوں نے کہا کہ انتظامیہ محکمہ شاہرات سے بھرپور تعاون کرے۔ جنگلات کنٹرول لائن اور سڑکوں کے کنارے بھی پودے جات لگوائیں۔ وزیر حکومت نے ڈپٹی کمشنر حویلی کو ہدایت کی ہے وہ بازار کے اندر اور ضلع حویلی میں یہاں کی بھی ناجائز تجاوزات ہیں ان کو فوری ختم کریں تاکہ تعمیرات کے کاموں میں کوئی دشواری پیش نہ آئے اور ٹریفک جام کا بحران پیدا نہ ہو۔ انہوں نے کہا کہ انتظامیہ محکمہ شاہرات سے بھرپور تعاون کرے۔ جنگلات کنٹرول لائن اور سڑکوں کے	[605, 421, 721, 1156]
continued-label: بقیہ	[342, 518, 361, 534]
continued-box	[367, 150, 480, 168]
lead-story-col-right: مسئلہ کشمیر برصغیر پاک و ہند کی تقسیم کا نامکمل مسئلہ ہے، حکومت برطانیہ کی جانب سے پاکستان اور بھارت کو آزادی دینے کے دوران کشمیریوں کو پاکستان یا انڈیا کے ساتھ الحاق یا پھر آزاد و خودمختار رہنے کا حق دیا مگر ساتھ ہی مہاراجہ کی ملی بھگت سے کشمیر پر ہندوستان کا قبضہ کروا دیا۔ آج 71 سال گزرنے اور پاکستان، بھارت کے درمیان جنگیں ہونے کے باوجود بھی مسئلہ کشمیر کا کوئی حل نکل سکا ہے اور نہ ہی کشمیریوں کو آزادی مل سکی ہے۔ مسئلہ کشمیر دنیا کا قدیم اور طویل ترین مسئلہ بن چکا ہے۔ جو اقوام متحدہ میں زیر کار ہونے کے باوجود بھی تاحال حل نہیں ہو سکا۔ تقسیم ہند سے قبل ہی بھارتی رہنماؤں کی نظریں وسائل سے مالا مال ریاست جموں و کشمیر پر لگی ہوئی تھیں۔ ہندو اقلیت والی ریاست کو مہاراجہ کے ذریعے جبراً بھارت کے ساتھ ملانے کی کوشش کی جس کو کشمیری عوام نے کبھی تسلیم نہیں کیا۔ 27 اکتوبر 1947 سیاہ ترین دن ہے جب بھارت نے اپنی فوجیں کشمیر میں اتار دیں اور کشمیری عوام کی آواز کو دبا دیا۔ مسئلہ کشمیر برصغیر پاک و ہند کی تقسیم کا نامکمل مسئلہ ہے، حکومت برطانیہ کی جانب سے پاکستان اور بھارت کو آزادی دینے کے دوران کشمیریوں کو پاکستان یا انڈیا کے ساتھ الحاق یا پھر آزاد و خودمختار رہنے کا حق دیا مگر ساتھ ہی مہاراجہ کی ملی بھگت سے کشمیر پر ہندوستان کا قبضہ کروا دیا۔ آج 71 سال گزرنے اور	[784, 146, 956, 410]
star-divider: ☆----☆----☆----☆----☆	[636, 396, 740, 405]
continued-box	[485, 1240, 599, 1258]
continued-label: بقیہ	[821, 585, 840, 601]
news-column: حیدر کے سردار عبدالقیوم خان کے خلاف نازیبا الفاظ ناقابل برداشت ہیں وزیر اعظم کوئی افسوس کی معافی مانگنی چاہیے۔ بصورت دیگر احتجاج کیا جائے گا۔ ریاست کے اعلیٰ منصب پر فائز شخص کو جاہلانہ گفتگو سے پرہیز کرنا چاہیے۔ ساتھیوں ذوالفقار علی اور دیگر قیادت نے اس موقع پر کہا کہ وزیر اعظم آزاد کشمیر راجہ فاروق حیدر معافی مانگیں ورنہ سخت ترین احتجاج کیا جائے گا۔ حیدر کے سردار عبدالقیوم خان کے خلاف نازیبا الفاظ ناقابل برداشت ہیں وزیر اعظم کوئی افسوس کی معافی مانگنی چاہیے۔ بصورت دیگر احتجاج کیا جائے گا۔ ریاست کے اعلیٰ منصب پر فائز شخص کو جاہلانہ گفتگو سے پرہیز کرنا چاہیے۔ ساتھیوں ذوالفقار علی اور دیگر قیادت نے اس موقع پر کہا کہ وزیر اعظم آزاد کشمیر راجہ فاروق حیدر معافی مانگیں ورنہ سخت ترین احتجاج کیا جائے گا۔	[725, 772, 841, 1034]
continued-box	[485, 1120, 599, 1138]
municipal-notice	[14, 900, 126, 1555]
continued-label: بقیہ	[460, 451, 479, 467]
continued-box	[367, 1120, 480, 1138]
continued-label: بقیہ	[460, 1328, 479, 1344]
continued-label: بقیہ	[342, 794, 361, 810]
column-rule	[601, 24, 602, 1559]
tender-office: از دفتر پرنسپل محترمہ بے نظیر بھٹو شہید میڈیکل کالج میرپور آزاد کشمیر	[622, 1181, 872, 1213]
continued-box	[250, 150, 362, 168]
continued-label: بقیہ	[226, 1151, 245, 1167]
continued-box	[130, 1373, 246, 1391]
continued-box	[10, 343, 126, 361]
continued-box	[250, 423, 362, 441]
continued-number: 56	[368, 1121, 391, 1137]
news-column: اعظم کوئی افسوس کی معافی مانگنی چاہیے۔ بصورت دیگر احتجاج کیا جائے گا۔ ریاست کے اعلیٰ منصب پر فائز شخص کو جاہلانہ گفتگو سے پرہیز کرنا چاہیے۔ ساتھیوں ذوالفقار علی اور دیگر قیادت نے اس موقع پر کہا کہ وزیر اعظم آزاد کشمیر راجہ فاروق حیدر معافی مانگیں ورنہ سخت ترین احتجاج کیا جائے گا۔ حیدر کے سردار عبدالقیوم خان کے خلاف نازیبا الفاظ ناقابل برداشت ہیں وزیر اعظم کوئی افسوس کی	[725, 606, 841, 747]
continued-box	[130, 343, 246, 361]
continued-number: 59	[251, 151, 274, 167]
fax-number: 05827-451597	[758, 47, 823, 58]
continued-box	[725, 1085, 841, 1103]
continued-label: بقیہ	[821, 1041, 840, 1057]
tender-item: 3)۔ مالی حالت کا سرٹیفکیٹ بمعہ بنک سٹیٹمنٹ	[777, 1410, 949, 1420]
continued-box	[725, 584, 841, 602]
contact-block	[677, 20, 853, 98]
news-column: لئے وزیر اعظم اپنے ارد گرد کے ماحول پر نظر رکھیں۔ انہوں نے کہا کہ میں ذاتی حیثیت میں وزیر اعظم راجہ فاروق حیدر خان کی قیادت پر مکمل اور غیر متزلزل اعتماد کا اظہار کرتے ہوئے انہیں یقین دلاتا ہوں کہ ان کی قیادت میں مسلم لیگ کارکن کی حیثیت سے اپنی بساط کے مطابق کردار ادا کرتا رہوں گا۔ حکومت پر مشکل وقت آیا تو دودھ پینے والے مجنوں انہیں نظر نہیں آئیں گے۔ اس وقت صرف مخلص اور نظریاتی کارکن ہی بچیں گے۔ اس لئے وزیر اعظم اپنے ارد گرد کے ماحول پر نظر رکھیں۔ انہوں نے کہا کہ میں ذاتی حیثیت میں وزیر اعظم راجہ فاروق حیدر خان کی قیادت پر مکمل اور غیر متزلزل اعتماد کا اظہار کرتے	[130, 365, 246, 572]
news-column: میں انارکی نہیں چاہتی حکومت چاہتی ہے ناموس رسالت پر کوئی سمجھوتہ نہیں۔ جمعرات کو خورشید شاہ، نوید قمر اور عبدالغفور حیدری نے شہباز شریف سے ملاقات کی۔ پاکستان کرکٹ ٹیم نے ٹی ٹوئنٹی سیریز میں شاندار کارکردگی کا مظاہرہ کیا اور سیریز اپنے نام کی۔ قومی ٹیم نے 2018 میں مسلسل کامیابیاں	[485, 25, 599, 133]
municipal-notice-signer: اسٹیٹ آفیسر	[79, 1340, 121, 1350]
